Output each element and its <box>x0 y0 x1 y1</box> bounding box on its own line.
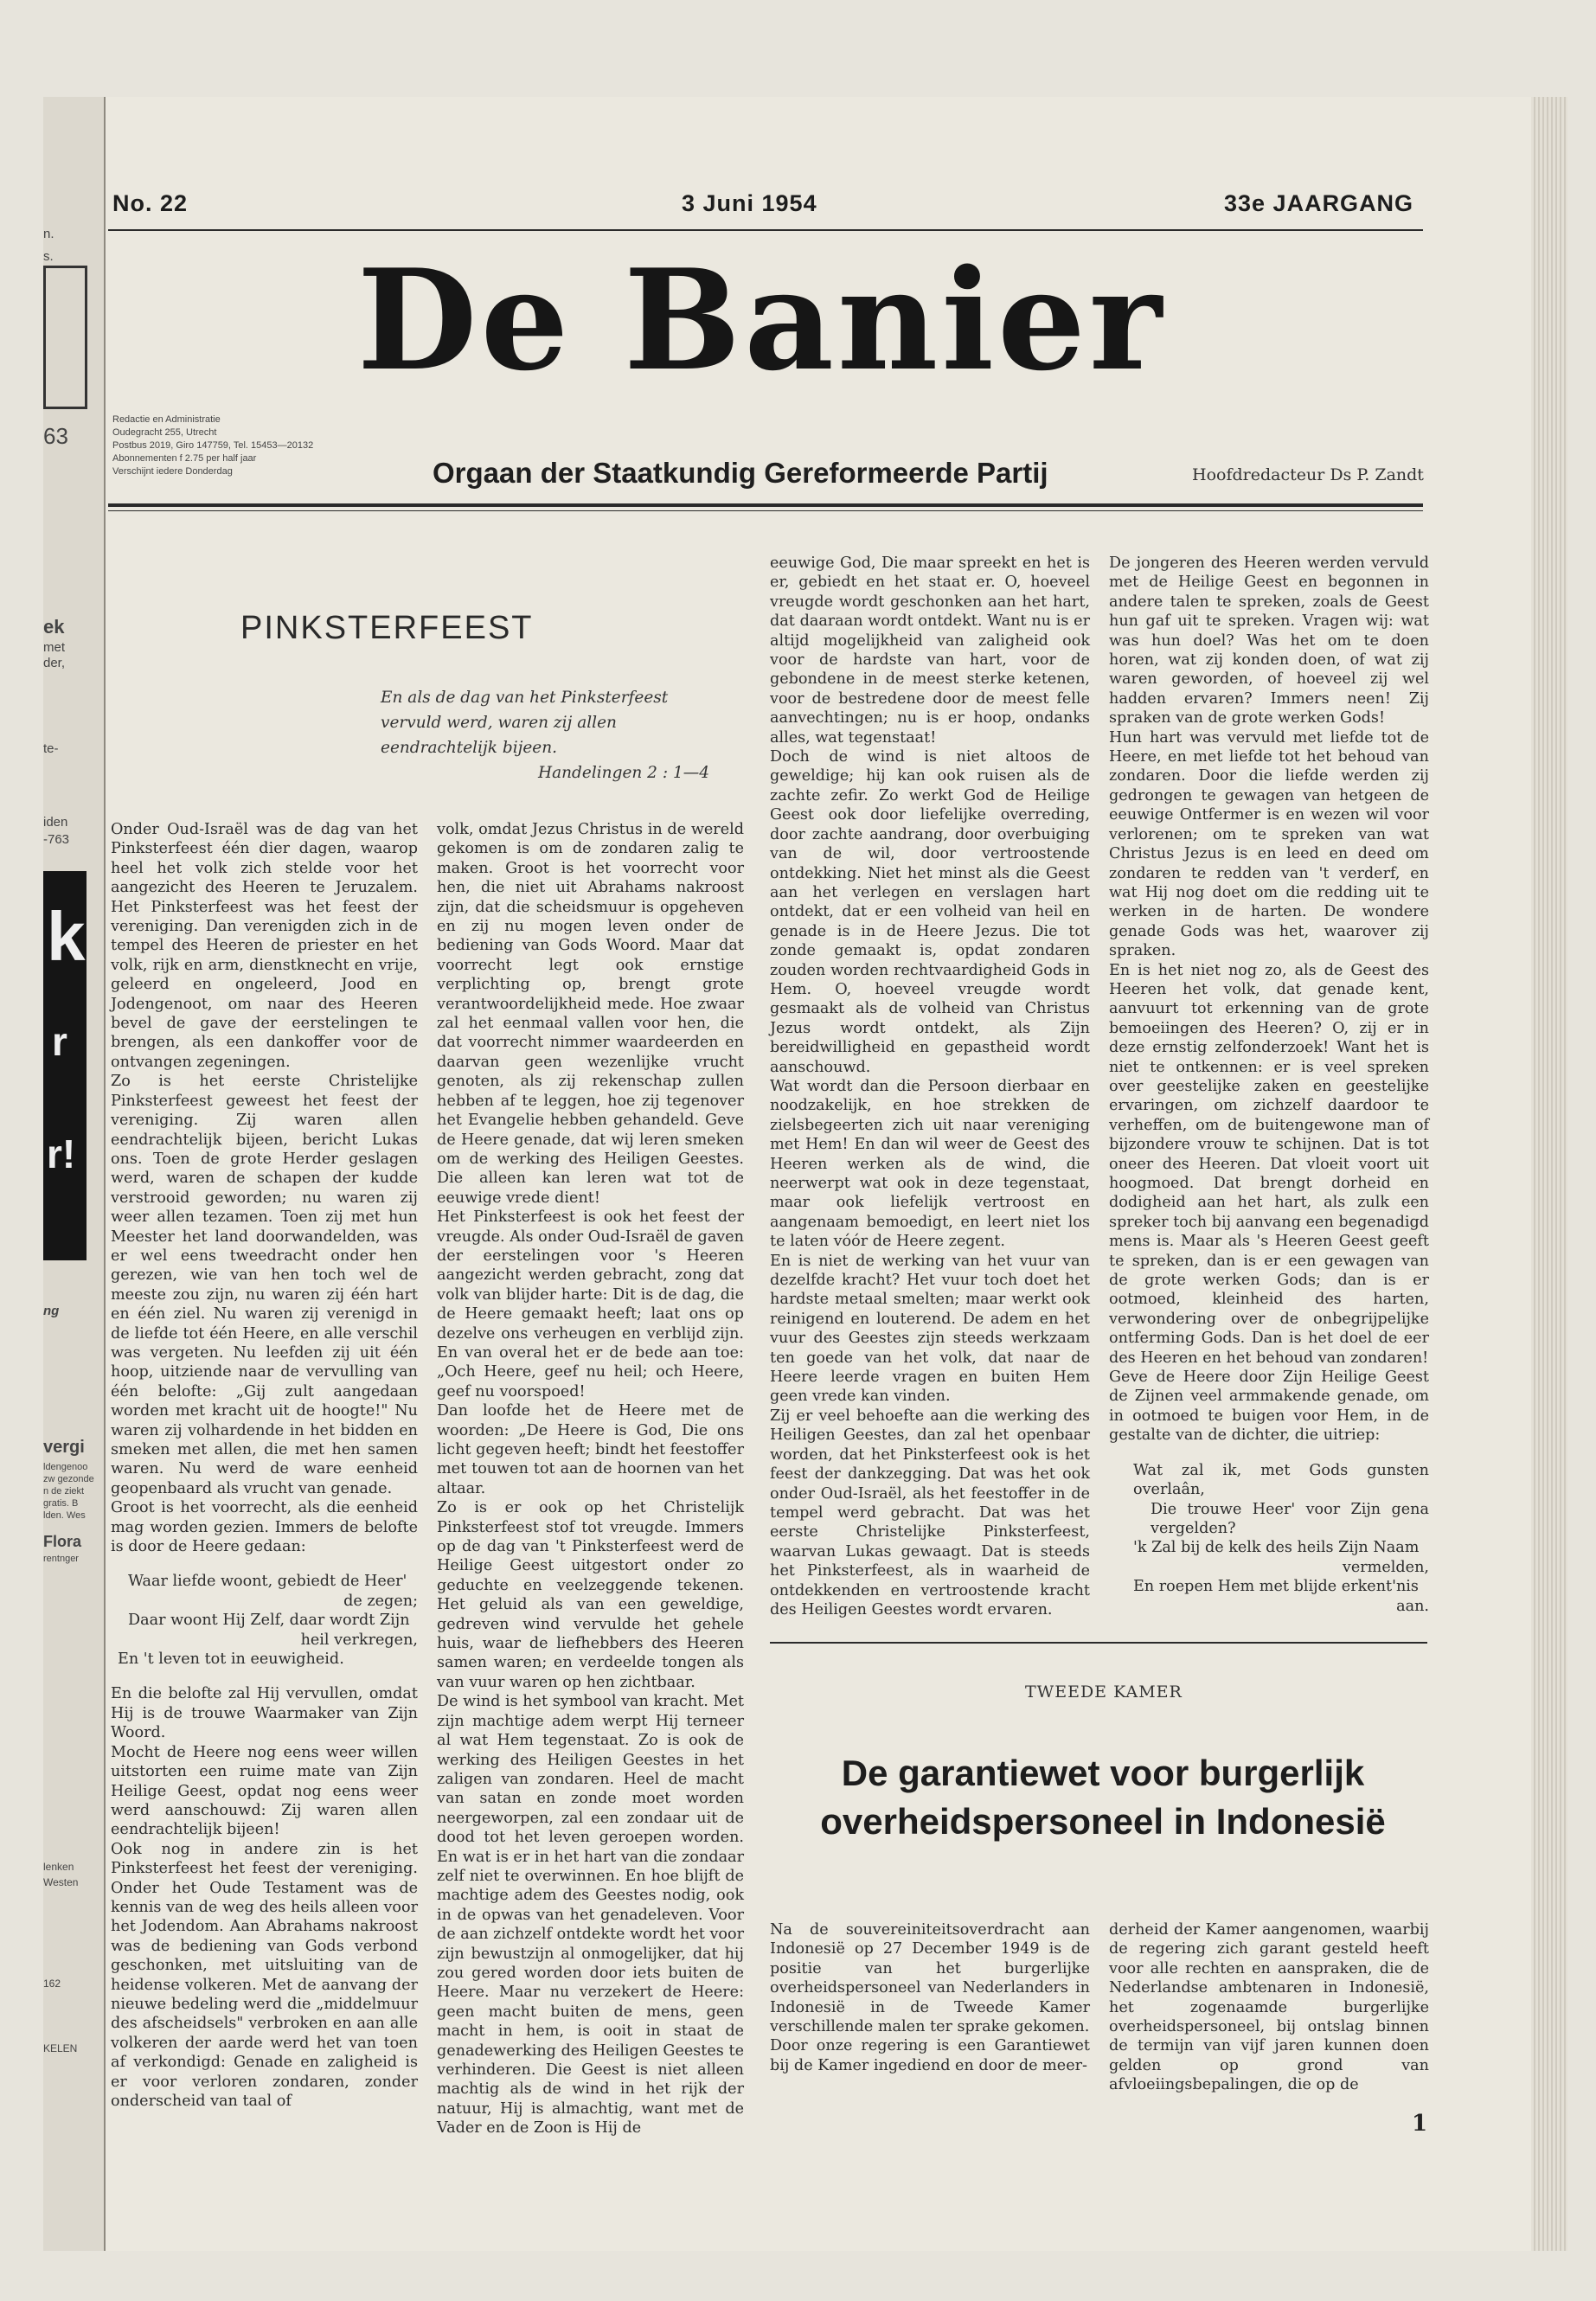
page-number: 1 <box>1412 2111 1428 2137</box>
strip-fragment: ldengenoo <box>43 1462 88 1472</box>
paragraph: Groot is het voorrecht, als die eenheid mag worden gezien. Immers de belofte is door de Heere gedaan: <box>111 1499 418 1556</box>
issue-date: 3 Juni 1954 <box>682 190 817 216</box>
paragraph: derheid der Kamer aangenomen, waarbij de regering zich garant gesteld heeft voor alle rechten en aanspraken, die de Nederlandse ambtenaren in Indonesië, het zogenaamde burgerlijke overheidspersoneel, bij ontslag binnen de termijn van vijf jaren kunnen doen gelden op grond van afvloeiingsbepalingen, die op de <box>1109 1921 1429 2094</box>
paragraph: Zij er veel behoefte aan die werking des Heiligen Geestes, dan zal het openbaar worden, dat het Pinksterfeest ook is het feest der dankzegging. Dat was het ook onder Oud-Israël, als het feestoffer in de tempel werd gebracht. Dat was het eerste Christelijke Pinksterfeest, waarvan Lukas gewaagt. Dat is steeds het Pinksterfeest, als in waarheid de ontdekkenden en vertroostende kracht des Heiligen Geestes wordt ervaren. <box>770 1407 1090 1618</box>
strip-fragment: n. <box>43 227 54 241</box>
issue-number: No. 22 <box>112 190 189 216</box>
strip-fragment: r <box>52 1019 67 1064</box>
strip-fragment: iden <box>43 815 68 830</box>
strip-fragment: -763 <box>43 832 70 847</box>
article-title: PINKSTERFEEST <box>240 610 534 646</box>
poem-line: de zegen; <box>343 1592 418 1610</box>
strip-fragment: der, <box>43 656 66 670</box>
poem-line: Die trouwe Heer' voor Zijn gena vergelden? <box>1151 1500 1429 1537</box>
poem-line: heil verkregen, <box>300 1631 418 1649</box>
paragraph: Doch de wind is niet altoos de geweldige; hij kan ook ruisen als de zachte zefir. Zo werkt God de Heilige Geest ook door liefelijke overreding, door zachte aandrang, door overbuiging van de wil, door vertroostende ontdekking. Niet het minst als die Geest aan het verlegen en verslagen hart ontdekt, dat er een volheid van heil en genade is in de Heere Jezus. Die tot zonde gemaakt is, opdat zondaren zouden worden rechtvaardigheid Gods in Hem. O, hoeveel vreugde wordt gesmaakt als de volheid van Christus Jezus wordt ontdekt, als Zijn bereidwilligheid en gepastheid wordt aanschouwd. <box>770 748 1090 1076</box>
strip-fragment: KELEN <box>43 2043 78 2054</box>
paragraph: eeuwige God, Die maar spreekt en het is er, gebiedt en het staat er. O, hoeveel vreugde wordt geschonken aan het hart, dat daaraan wordt ontdekt. Want nu is er altijd mogelijkheid van zaligheid ook voor de hardste van hart, voor de gebondene in de meest sterke ketenen, voor de bestredene door de meest felle aanvechtingen; nu is er hoop, ondanks alles, wat tegenstaat! <box>770 554 1090 747</box>
article-column-1 <box>111 820 418 2111</box>
motto-text: En als de dag van het Pinksterfeest vervuld werd, waren zij allen eendrachtelijk bijeen. <box>381 689 669 757</box>
strip-fragment: lden. Wes <box>43 1510 86 1521</box>
poem-line: En roepen Hem met blijde erkent'nis <box>1133 1578 1419 1596</box>
paragraph: Ook nog in andere zin is het Pinksterfeest het feest der vereniging. Onder het Oude Testament was de kennis van de weg des heils alleen voor het Jodendom. Aan Abrahams nakroost was de bediening van Gods verbond geschonken, met uitsluiting van de heidense volkeren. Met de aanvang der nieuwe bedeling werd die „middelmuur des afscheidsels" verbroken en aan alle volkeren der aarde werd het van toen af verkondigd: Genade en zaligheid is er voor verloren zondaren, zonder onderscheid van taal of <box>111 1840 418 2110</box>
poem-line: aan. <box>1396 1597 1429 1615</box>
strip-fragment: s. <box>43 249 54 264</box>
admin-line: Oudegracht 255, Utrecht <box>112 427 217 438</box>
strip-fragment: Westen <box>43 1877 79 1888</box>
poem-line: vermelden, <box>1342 1558 1429 1576</box>
poem-line: Waar liefde woont, gebiedt de Heer' <box>128 1573 407 1591</box>
second-article-column-1 <box>770 1920 1090 2075</box>
admin-line: Postbus 2019, Giro 147759, Tel. 15453—20132 <box>112 440 314 451</box>
section-rule <box>770 1642 1427 1644</box>
masthead-rule <box>108 503 1423 507</box>
page-stack-edge <box>1531 97 1567 2251</box>
paragraph: En die belofte zal Hij vervullen, omdat Hij is de trouwe Waarmaker van Zijn Woord. <box>111 1685 418 1742</box>
admin-block <box>112 413 313 478</box>
masthead-subtitle: Orgaan der Staatkundig Gereformeerde Partij <box>433 457 1048 489</box>
strip-fragment: ng <box>43 1304 60 1318</box>
strip-fragment: r! <box>47 1131 76 1176</box>
paragraph: Wat wordt dan die Persoon dierbaar en noodzakelijk, en hoe strekken de zielsbegeerten zich uit naar vereniging met Hem! En dan wil weer de Geest des Heeren werken als de wind, die neerwerpt wat ook in deze tegenstaat, maar ook liefelijk vertroost en aangenaam bemoedigt, en leert niet los te laten vóór de Heere zegent. <box>770 1077 1090 1251</box>
paragraph: En is het niet nog zo, als de Geest des Heeren het volk, dat genade kent, aanvuurt tot erkenning van de grote bemoeiingen des Heeren? O, zij er in deze ernstig zelfonderzoek! Want het is niet te ontkennen: er is veel spreken over geestelijke zaken en geestelijke ervaringen, om zichzelf daardoor te verheffen, om de buitengewone man of bijzondere vrouw te schijnen. Dat is tot oneer des Heeren. Dat vloeit voort uit hoogmoed. Dat brengt dorheid en dodigheid aan het hart, als zulk een spreker toch bij aanvang een begenadigd mens is. Maar als 's Heeren Geest geeft te spreken, dan is er een gewagen van de grote werken Gods; dan is er ootmoed, kleinheid des harten, verwondering over de onbegrijpelijke ontferming Gods. Dan is het doel de eer des Heeren en het behoud van zondaren! <box>1109 961 1429 1367</box>
poem-quote <box>1109 1461 1429 1616</box>
article-column-3 <box>770 554 1090 1619</box>
paragraph: Na de souvereiniteitsoverdracht aan Indonesië op 27 December 1949 is de positie van het burgerlijke overheidspersoneel van Nederlanders in Indonesië in de Tweede Kamer verschillende malen ter sprake gekomen. <box>770 1921 1090 2036</box>
strip-fragment: k <box>47 898 86 975</box>
strip-fragment: met <box>43 640 66 655</box>
header-rule <box>108 229 1423 231</box>
paragraph: Dan loofde het de Heere met de woorden: „De Heere is God, Die ons licht gegeven heeft; bindt het feestoffer met touwen tot aan de hoornen van het altaar. <box>437 1402 744 1497</box>
strip-fragment: vergi <box>43 1438 85 1457</box>
paragraph: Zo is er ook op het Christelijk Pinksterfeest stof tot vreugde. Immers op de dag van 't Pinksterfeest werd de Heilige Geest uitgestort onder zo geduchte en veelzeggende tekenen. Het geluid als van een geweldige, gedreven wind vervulde het gehele huis, waar de liefhebbers des Heeren samen waren; en verdeelde tongen als van vuur waren op hen zichtbaar. <box>437 1499 744 1691</box>
paragraph: Hun hart was vervuld met liefde tot de Heere, en met liefde tot het behoud van zondaren. Door die liefde werden zij gedrongen te gewagen van hetgeen de eeuwige Ontfermer is en wezen wil voor verlorenen; om te spreken van wat Christus Jezus is en leed en deed om zondaren te redden van 't verderf, en wat Hij nog doet om die redding uit te werken in de harten. De wondere genade Gods was het, waarover zij spraken. <box>1109 728 1429 960</box>
strip-fragment: lenken <box>43 1862 74 1873</box>
paragraph: Zo is het eerste Christelijke Pinksterfeest geweest het feest der vereniging. Zij waren allen eendrachtelijk bijeen, bericht Lukas ons. Toen de grote Herder geslagen werd, waren de schapen der kudde verstrooid geworden; nu waren zij weer allen tezamen. Toen zij met hun Meester het land doorwandelden, was er wel eens tweedracht onder hen gerezen, wie van hen toch wel de meeste zou zijn, nu waren zij één hart en één ziel. Nu waren zij verenigd in de liefde tot één Heere, en alle verschil was vergeten. Nu leefden zij uit één hoop, uitziende naar de vervulling van één belofte: „Gij zult aangedaan worden met kracht uit de hoogte!" Nu waren zij volhardende in het bidden en smeken met allen, die met hen samen waren. Nu werd de ware eenheid geopenbaard als vrucht van genade. <box>111 1073 418 1497</box>
second-article-headline: De garantiewet voor burgerlijk overheidspersoneel in Indonesië <box>820 1753 1386 1842</box>
paragraph: Geve de Heere door Zijn Heilige Geest de Zijnen veel armmakende genade, om in ootmoed te buigen voor Hem, in de gestalte van de dichter, die uitriep: <box>1109 1368 1429 1445</box>
strip-fragment: rentnger <box>43 1554 79 1564</box>
paragraph: En is niet de werking van het vuur van dezelfde kracht? Het vuur toch doet het hardste metaal smelten; maar werkt ook reinigend en louterend. De adem en het vuur des Geestes zijn steeds werkzaam ten goede van het volk, dat naar de Heere leerde vragen en buiten Hem geen vrede kan vinden. <box>770 1252 1090 1406</box>
poem-line: Daar woont Hij Zelf, daar wordt Zijn <box>128 1612 410 1630</box>
poem-line: Wat zal ik, met Gods gunsten overlaân, <box>1133 1461 1429 1499</box>
adjacent-page-strip <box>43 97 106 2251</box>
second-article-column-2 <box>1109 1920 1429 2095</box>
motto-reference: Handelingen 2 : 1—4 <box>537 764 709 782</box>
poem-quote <box>111 1572 418 1669</box>
strip-black-ad <box>43 871 87 1260</box>
paragraph: volk, omdat Jezus Christus in de wereld gekomen is om de zondaren zalig te maken. Groot is het voorrecht voor hen, die niet uit Abrahams nakroost zijn, dat die scheidsmuur is opgeheven en zij nu mogen leven onder de bediening van Gods Woord. Maar dat voorrecht legt ook ernstige verplichting op, brengt grote verantwoordelijkheid mede. Hoe zwaar zal het eenmaal vallen voor hen, die dat voorrecht nimmer waardeerden en daarvan geen wezenlijke vrucht genoten, als zij rekenschap zullen hebben af te leggen, hoe zij tegenover het Evangelie hebben gehandeld. Geve de Heere genade, dat wij leren smeken om de werking des Heiligen Geestes. Die alleen kan leren wat tot de eeuwige vrede dient! <box>437 821 744 1207</box>
editor-credit: Hoofdredacteur Ds P. Zandt <box>1192 465 1424 484</box>
strip-fragment: 63 <box>43 424 68 449</box>
masthead-title: De Banier <box>356 239 1166 401</box>
section-label: TWEEDE KAMER <box>1025 1682 1183 1702</box>
strip-fragment: zw gezonde <box>43 1474 94 1484</box>
paragraph: Onder Oud-Israël was de dag van het Pinksterfeest één dier dagen, waarop heel het volk zich stelde voor het aangezicht des Heeren te Jeruzalem. Het Pinksterfeest was het feest der vereniging. Dan verenigden zich in de tempel des Heeren de priester en het volk, rijk en arm, dienstknecht en vrije, geleerd en ongeleerd, Jood en Jodengenoot, om naar des Heeren bevel de gave der eerstelingen te brengen, als een dankoffer voor de ontvangen zegeningen. <box>111 821 418 1071</box>
paragraph: Door onze regering is een Garantiewet bij de Kamer ingediend en door de meer- <box>770 2037 1090 2074</box>
strip-fragment: Flora <box>43 1533 82 1550</box>
strip-fragment: n de ziekt <box>43 1486 85 1497</box>
admin-line: Redactie en Administratie <box>112 414 221 425</box>
masthead-rule-thin <box>108 510 1423 511</box>
volume-label: 33e JAARGANG <box>1224 190 1414 216</box>
poem-line: En 't leven tot in eeuwigheid. <box>118 1650 344 1669</box>
admin-line: Abonnementen f 2.75 per half jaar <box>112 453 257 464</box>
strip-fragment: 162 <box>43 1978 61 1990</box>
strip-box <box>43 266 87 409</box>
strip-fragment: gratis. B <box>43 1498 79 1509</box>
poem-line: 'k Zal bij de kelk des heils Zijn Naam <box>1133 1539 1420 1557</box>
strip-fragment: te- <box>43 741 59 756</box>
strip-fragment: ek <box>43 616 65 638</box>
article-column-4 <box>1109 554 1429 1631</box>
paragraph: De wind is het symbool van kracht. Met zijn machtige adem werpt Hij terneer al wat Hem tegenstaat. Zo is ook de werking des Heiligen Geestes in het zaligen van zondaren. Heel de macht van satan en zonde moet worden neergeworpen, zal een zondaar uit de dood tot het leven geroepen worden. En wat is er in het hart van die zondaar zelf niet te overwinnen. En hoe blijft de machtige adem des Geestes nodig, ook in de opwas van het genadeleven. Voor de aan zichzelf ontdekte wordt het voor zijn bewustzijn al onmogelijker, dat hij zou gered worden door iets buiten de Heere. Maar nu verzekert de Heere: geen macht buiten de mens, geen macht in hem, is ooit in staat de genadewerking des Heiligen Geestes te verhinderen. Die Geest is niet alleen machtig als de wind in het rijk der natuur, Hij is almachtig, want met de Vader en de Zoon is Hij de <box>437 1693 744 2138</box>
paragraph: Het Pinksterfeest is ook het feest der vreugde. Als onder Oud-Israël de gaven der eerstelingen voor 's Heeren aangezicht werden gebracht, zong dat volk van blijder harte: Dit is de dag, die de Heere gemaakt heeft; laat ons op dezelve ons verheugen en verblijd zijn. En van overal het er de bede aan toe: „Och Heere, geef nu heil; och Heere, geef nu voorspoed! <box>437 1208 744 1400</box>
admin-line: Verschijnt iedere Donderdag <box>112 466 233 477</box>
article-column-2 <box>437 820 744 2138</box>
paragraph: Mocht de Heere nog eens weer willen uitstorten een ruime mate van Zijn Heilige Geest, opdat nog eens weer werd aanschouwd: Zij waren allen eendrachtelijk bijeen! <box>111 1743 418 1839</box>
paragraph: De jongeren des Heeren werden vervuld met de Heilige Geest en begonnen in andere talen te spreken, zoals de Geest hun gaf uit te spreken. Vragen wij: wat was hun doel? Was het om te doen horen, wat zij konden doen, of wat zij waren geworden, of hoeveel zij wel hadden ervaren? Immers neen! Zij spraken van de grote werken Gods! <box>1109 554 1429 727</box>
article-motto <box>381 685 709 785</box>
